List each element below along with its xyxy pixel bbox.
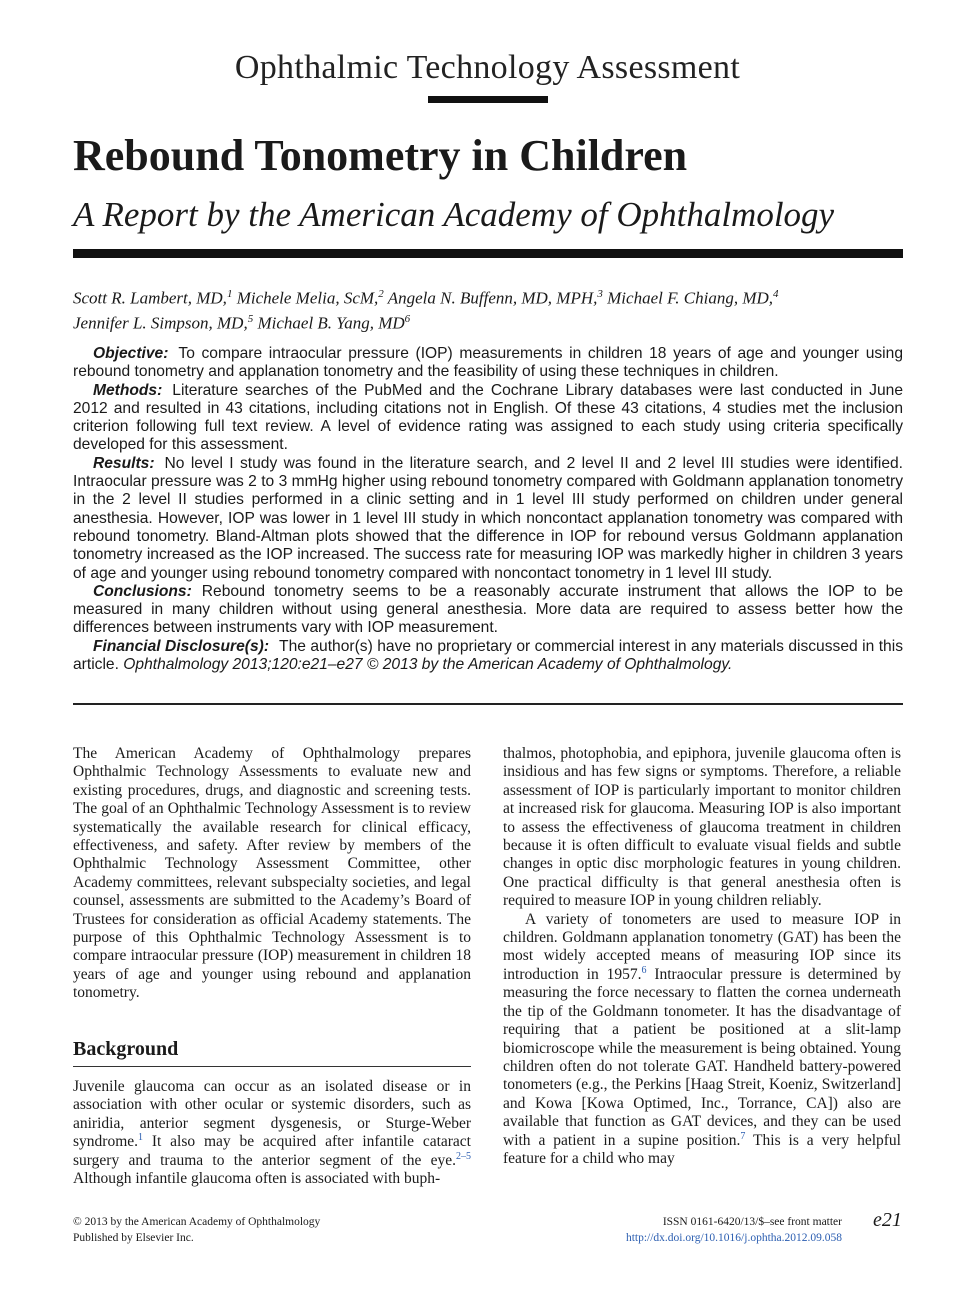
reference-link[interactable]: 1: [138, 1132, 144, 1144]
intro-column: [73, 745, 471, 1003]
abstract-methods: [73, 382, 903, 455]
abstract-label: Methods:: [93, 381, 163, 399]
article-title: Rebound Tonometry in Children: [73, 131, 688, 180]
section-heading: Ophthalmic Technology Assessment: [234, 49, 741, 86]
abstract-objective: [73, 345, 903, 382]
abstract-rule: [73, 703, 903, 705]
reference-link[interactable]: 2–5: [456, 1150, 471, 1162]
abstract-label: Results:: [93, 454, 155, 472]
background-heading: Background: [73, 1038, 179, 1060]
issn-line: ISSN 0161-6420/13/$–see front matter: [662, 1216, 842, 1228]
abstract-conclusions: [73, 583, 903, 638]
doi-link[interactable]: http://dx.doi.org/10.1016/j.ophtha.2012.09.058: [625, 1231, 842, 1244]
abstract-label: Objective:: [93, 345, 169, 362]
body-text: A variety of tonometers are used to measure IOP in children. Goldmann applanation tonometry (GAT) has been the most widely accepted means of measuring IOP since its introduction in 1957.: [503, 910, 901, 983]
author-affiliation: 6: [404, 312, 411, 325]
author-name: Angela N. Buffenn, MD, MPH,: [387, 288, 598, 308]
abstract-text: Literature searches of the PubMed and the Cochrane Library databases were last conducted in June 2012 and resulted in 43 citations, including citations not in English. Of these 43 citations, 4 studies met the inclusion criterion following full text review. A level of evidence rating was assigned to each study using criteria specifically developed for this assessment.: [73, 381, 903, 454]
copyright-line: © 2013 by the American Academy of Ophthalmology: [73, 1216, 321, 1228]
intro-paragraph: The American Academy of Ophthalmology prepares Ophthalmic Technology Assessments to evaluate new and existing procedures, drugs, and diagnostic and screening tests. The goal of an Ophthalmic Technology Assessment is to review systematically the available research for clinical efficacy, effectiveness, and safety. After review by members of the Ophthalmic Technology Assessment Committee, other Academy committees, relevant subspecialty societies, and legal counsel, assessments are submitted to the Academy’s Board of Trustees for consideration as official Academy statements. The purpose of this Ophthalmic Technology Assessment is to compare intraocular pressure (IOP) measurement in children 18 years of age and younger using rebound and applanation tonometry.: [73, 745, 471, 1002]
abstract-label: Financial Disclosure(s):: [93, 637, 270, 655]
author-affiliation: 4: [773, 288, 779, 300]
body-text: It also may be acquired after infantile cataract surgery and trauma to the anterior segment of the eye.: [73, 1133, 471, 1169]
publisher-line: Published by Elsevier Inc.: [73, 1231, 194, 1244]
background-rule: [73, 1066, 471, 1067]
section-heading-bar: [428, 96, 548, 103]
reference-link[interactable]: 7: [740, 1130, 746, 1142]
reference-link[interactable]: 6: [641, 964, 647, 976]
background-paragraph-1: [73, 1078, 471, 1188]
author-affiliation: 2: [378, 288, 384, 300]
author-name: Michael F. Chiang, MD,: [607, 288, 774, 308]
background-paragraph-1-cont: thalmos, photophobia, and epiphora, juvenile glaucoma often is insidious and has few signs or symptoms. Therefore, a reliable assessment of IOP is particularly important to monitor children at increased risk for glaucoma. Measuring IOP is also important to assess the effectiveness of glaucoma treatment in children because it is often difficult to evaluate visual fields and subtle changes in optic disc morphologic features in young children. One practical difficulty is that general anesthesia often is required to measure IOP in young children reliably.: [503, 745, 901, 910]
background-column-left: [73, 1078, 471, 1188]
author-name: Jennifer L. Simpson, MD,: [73, 313, 248, 333]
body-text: This is a very helpful feature for a child who may: [503, 1131, 901, 1167]
body-text: Intraocular pressure is determined by measuring the force necessary to flatten the cornea underneath the tip of the Goldmann tonometer. It has the disadvantage of requiring that a patient be positioned at a slit-lamp biomicroscope while the measurement is being obtained. Young children often do not tolerate GAT. Handheld battery-powered tonometers (e.g., the Perkins [Haag Streit, Koeniz, Switzerland] and Kowa [Kowa Optimed, Inc., Torrance, CA]) also are available that function as GAT devices, and they can be used with a patient in a supine position.: [503, 965, 901, 1149]
footer-right: [626, 1215, 842, 1246]
abstract-label: Conclusions:: [93, 582, 192, 600]
author-affiliation: 3: [597, 288, 603, 300]
title-rule: [73, 249, 903, 258]
author-name: Michael B. Yang, MD: [257, 313, 405, 333]
footer-left: [73, 1215, 320, 1246]
body-text: Juvenile glaucoma can occur as an isolated disease or in association with other ocular or systemic disorders, such as aniridia, anterior segment dysgenesis, or Sturge-Weber syndrome.: [73, 1078, 471, 1151]
author-name: Michele Melia, ScM,: [236, 288, 379, 308]
author-name: Scott R. Lambert, MD,: [73, 288, 227, 308]
abstract-results: [73, 455, 903, 583]
abstract: [73, 345, 903, 674]
body-text-continued: Although infantile glaucoma often is associated with buph-: [73, 1170, 441, 1188]
abstract-text: To compare intraocular pressure (IOP) measurements in children 18 years of age and younger using rebound tonometry and applanation tonometry and the feasibility of using these techniques in children.: [73, 345, 903, 381]
author-affiliation: 5: [247, 312, 254, 325]
article-subtitle: A Report by the American Academy of Ophthalmology: [73, 195, 835, 234]
background-paragraph-2: [503, 911, 901, 1169]
background-column-right: [503, 745, 901, 1168]
journal-citation: Ophthalmology 2013;120:e21–e27 © 2013 by the American Academy of Ophthalmology.: [123, 656, 733, 674]
abstract-text: The author(s) have no proprietary or commercial interest in any materials discussed in this article.: [73, 637, 903, 674]
author-list: [73, 284, 903, 333]
page-number: e21: [873, 1209, 902, 1231]
abstract-text: No level I study was found in the literature search, and 2 level II and 2 level III studies were identified. Intraocular pressure was 2 to 3 mmHg higher using rebound tonometry compared with Goldmann applanation tonometry in the 2 level II studies performed in a clinic setting and in 1 level III study performed on children under general anesthesia. However, IOP was lower in 1 level III study in which noncontact applanation tonometry was compared with rebound tonometry. Bland-Altman plots showed that the difference in IOP for rebound versus Goldmann applanation tonometry increased as the IOP increased. The success rate for measuring IOP was markedly higher in children 3 years of age and younger using rebound tonometry compared with noncontact tonometry in 1 level III study.: [73, 454, 903, 582]
abstract-text: Rebound tonometry seems to be a reasonably accurate instrument that allows the IOP to be measured in many children without using general anesthesia. More data are required to assess better how the differences between instruments vary with IOP measurement.: [73, 582, 903, 637]
author-affiliation: 1: [226, 288, 233, 300]
abstract-disclosure: [73, 638, 903, 675]
